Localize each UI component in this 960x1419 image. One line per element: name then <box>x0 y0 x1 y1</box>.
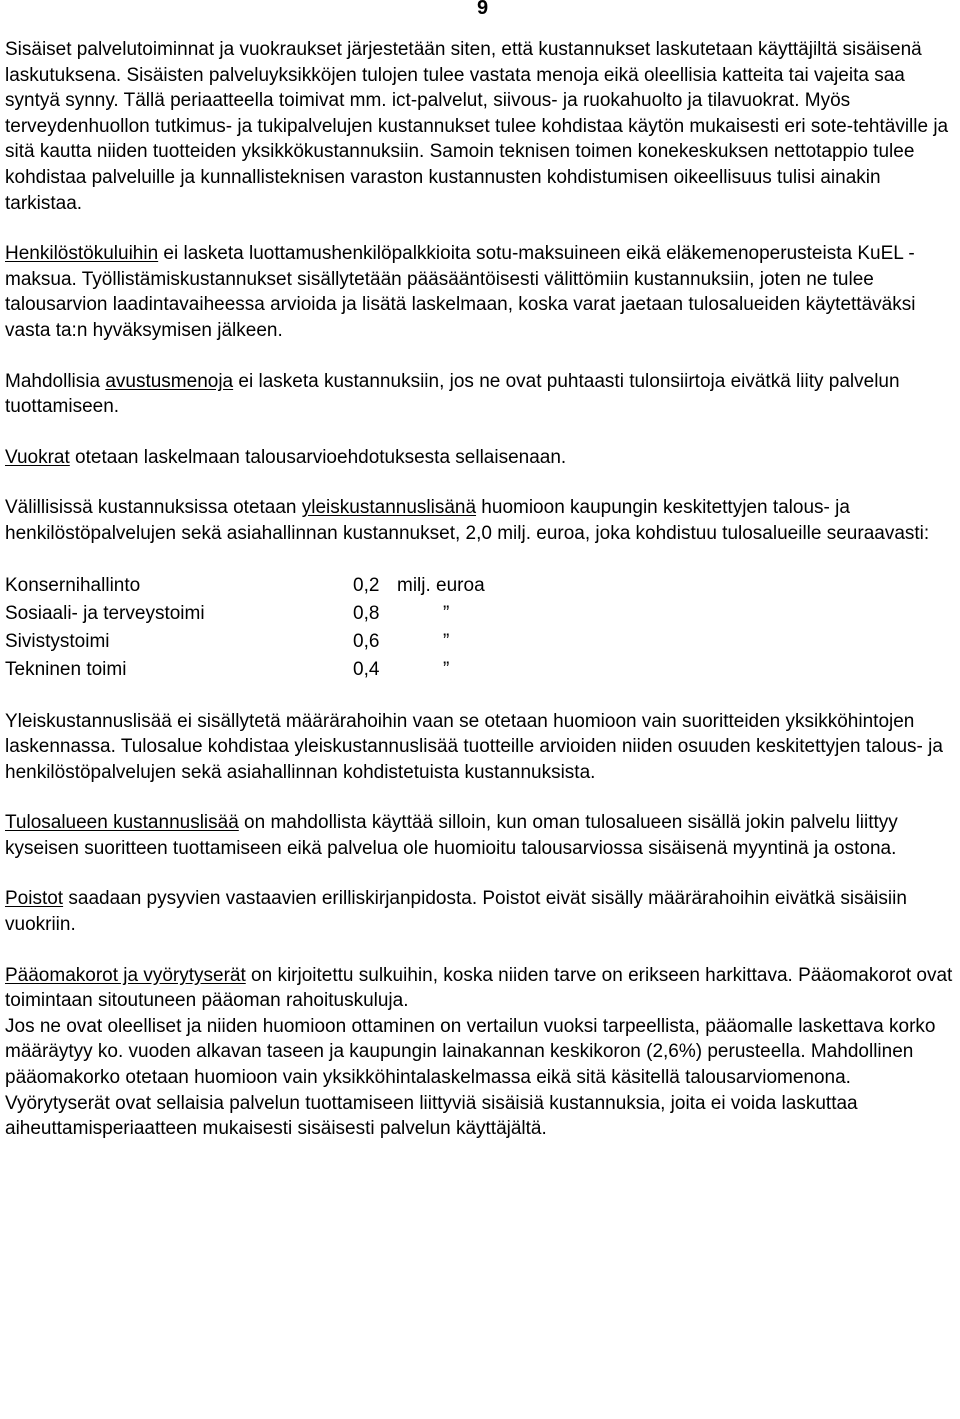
allocation-name: Sivistystoimi <box>5 630 110 652</box>
paragraph-internal-services: Sisäiset palvelutoiminnat ja vuokraukset järjestetään siten, että kustannukset laskutetaan käyttäjiltä sisäisenä laskutuksena. Sisäisten palveluyksikköjen tulojen tulee vastata menoja eikä oleellisia katteita tai vajeita saa syntyä synny. Tällä periaatteella toimivat mm. ict-palvelut, siivous- ja ruokahuolto ja tilavuokrat. Myös terveydenhuollon tutkimus- ja tukipalvelujen kustannukset tulee kohdistaa käytön mukaisesti eri sote-tehtäville ja sitä kautta niiden tuotteiden yksikkökustannuksiin. Samoin teknisen toimen konekeskuksen nettotappio tulee kohdistaa palveluille ja kunnallisteknisen varaston kustannusten kohdistumisen oikeellisuus tulisi ainakin tarkistaa. <box>5 39 949 214</box>
paragraph-text: ei lasketa kustannuksiin, jos ne ovat puhtaasti tulonsiirtoja eivätkä liity palvelun tuottamiseen. <box>5 370 900 418</box>
paragraph-overhead-usage: Yleiskustannuslisää ei sisällytetä määrärahoihin vaan se otetaan huomioon vain suoritteiden yksikköhintojen laskennassa. Tulosalue kohdistaa yleiskustannuslisää tuotteille arvioiden niiden osuuden keskitettyjen talous- ja henkilöstöpalvelujen sekä asiahallinnan kohdistetuista kustannuksista. <box>5 710 943 783</box>
paragraph-text: saadaan pysyvien vastaavien erilliskirjanpidosta. Poistot eivät sisälly määrärahoihin eivätkä sisäisiin vuokriin. <box>5 888 907 936</box>
allocation-unit: ” <box>443 630 450 652</box>
term-yleiskustannuslisa: yleiskustannuslisänä <box>301 497 477 519</box>
paragraph-rents <box>5 445 957 471</box>
paragraph-text: Välillisissä kustannuksissa otetaan <box>5 497 302 519</box>
term-avustusmenot: avustusmenoja <box>105 370 234 392</box>
allocation-row <box>5 628 957 656</box>
document-body <box>5 37 957 1142</box>
term-paaomakorot: Pääomakorot ja vyörytyserät <box>5 964 246 986</box>
paragraph-text: huomioon kaupungin keskitettyjen talous- ja henkilöstöpalvelujen sekä asiahallinnan kustannukset, 2,0 milj. euroa, joka kohdistuu tulosalueille seuraavasti: <box>5 497 930 544</box>
term-poistot: Poistot <box>5 888 64 910</box>
paragraph-text: otetaan laskelmaan talousarvioehdotuksesta sellaisenaan. <box>69 446 567 468</box>
paragraph-personnel-costs <box>5 241 957 343</box>
allocation-row <box>5 572 957 600</box>
allocation-value: 0,4 <box>353 658 380 680</box>
paragraph-text: Mahdollisia <box>5 370 106 392</box>
term-henkilostokulut: Henkilöstökuluihin <box>5 243 159 265</box>
allocation-value: 0,6 <box>353 630 380 652</box>
paragraph-text: on mahdollista käyttää silloin, kun oman tulosalueen sisällä jokin palvelu liittyy kyseisen suoritteen tuottamiseen eikä palvelua ole huomioitu talousarviossa sisäisenä myyntinä ja ostona. <box>5 812 898 859</box>
term-tulosalueen-kustannuslisa: Tulosalueen kustannuslisää <box>5 812 239 834</box>
allocation-name: Konsernihallinto <box>5 574 141 596</box>
allocation-row <box>5 656 957 684</box>
paragraph-unit-surcharge <box>5 810 957 861</box>
allocation-table <box>5 572 957 684</box>
paragraph-depreciation <box>5 886 957 937</box>
allocation-unit: ” <box>443 602 450 624</box>
allocation-value: 0,2 <box>353 574 380 596</box>
term-vuokrat: Vuokrat <box>5 446 70 468</box>
paragraph-overhead <box>5 495 957 546</box>
allocation-unit: milj. euroa <box>397 574 485 596</box>
paragraph-text: ei lasketa luottamushenkilöpalkkioita sotu-maksuineen eikä eläkemenoperusteista KuEL -maksua. Työllistämiskustannukset sisällytetään pääsääntöisesti välittömiin kustannuksiin, joten ne tulee talousarvion laadintavaiheessa arvioida ja lisätä laskelmaan, koska varat jaetaan tulosalueiden käytettäväksi vasta ta:n hyväksymisen jälkeen. <box>5 243 916 341</box>
allocation-value: 0,8 <box>353 602 380 624</box>
paragraph-interest-basis: Jos ne ovat oleelliset ja niiden huomioon ottaminen on vertailun vuoksi tarpeellista, pääomalle laskettava korko määräytyy ko. vuoden alkavan taseen ja kaupungin lainakannan keskikoron (2,6%) perusteella. Mahdollinen pääomakorko otetaan huomioon vain yksikköhintalaskelmassa eikä sitä käsitellä talousarviomenona. <box>5 1015 936 1089</box>
allocation-row <box>5 600 957 628</box>
page-number: 9 <box>477 0 489 19</box>
allocation-name: Sosiaali- ja terveystoimi <box>5 602 205 624</box>
paragraph-capital-interest <box>5 963 957 1014</box>
allocation-unit: ” <box>443 658 450 680</box>
paragraph-allocation-items: Vyörytyserät ovat sellaisia palvelun tuottamiseen liittyviä sisäisiä kustannuksia, joita ei voida laskuttaa aiheuttamisperiaatteen mukaisesti sisäisesti palvelun käyttäjältä. <box>5 1092 858 1140</box>
allocation-name: Tekninen toimi <box>5 658 127 680</box>
paragraph-text: on kirjoitettu sulkuihin, koska niiden tarve on erikseen harkittava. Pääomakorot ovat toimintaan sitoutuneen pääoman rahoituskuluja. <box>5 964 953 1012</box>
paragraph-grants <box>5 369 957 420</box>
